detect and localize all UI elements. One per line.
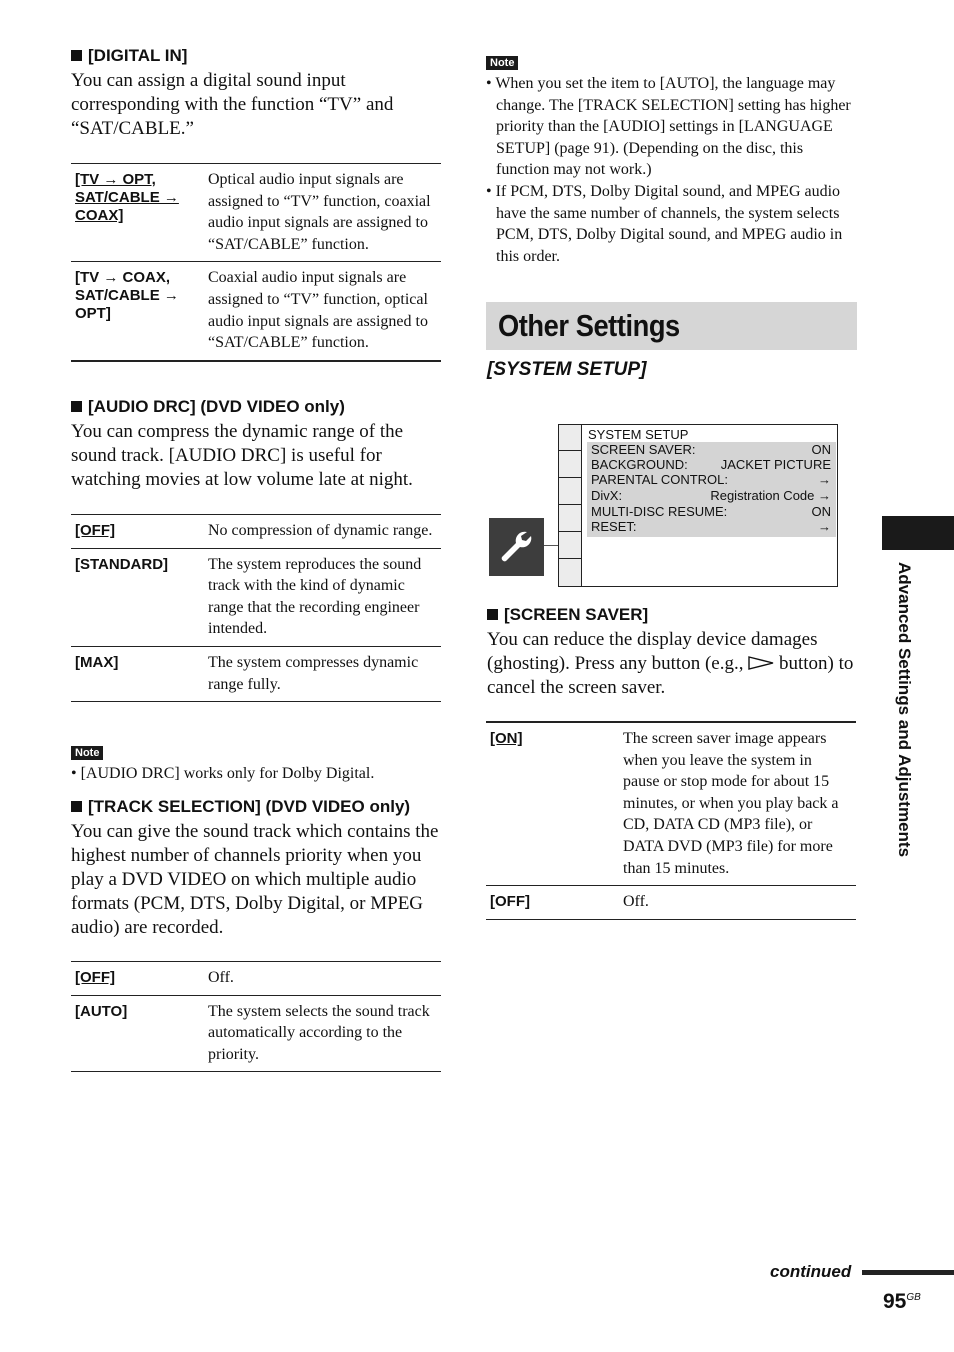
digital-in-body: You can assign a digital sound input corresponding with the function “TV” and “SAT/CABLE.” (71, 70, 394, 139)
table-row (486, 886, 856, 920)
audio-drc-body: You can compress the dynamic range of the sound track. [AUDIO DRC] is useful for watching movies at low volume late at night. (71, 421, 413, 490)
section-subtitle: [SYSTEM SETUP] (487, 359, 647, 380)
table-row (71, 995, 441, 1072)
note-text: • [AUDIO DRC] works only for Dolby Digital. (71, 765, 375, 782)
option-key: [TV → OPT, SAT/CABLE → COAX] (75, 171, 179, 224)
option-key: [OFF] (75, 522, 115, 539)
screen-saver-table (486, 721, 856, 920)
note-badge: Note (486, 56, 518, 70)
menu-item[interactable]: PARENTAL CONTROL: → (591, 472, 831, 487)
option-desc: Off. (623, 893, 649, 911)
menu-icon-cell (559, 478, 581, 505)
digital-in-table (71, 163, 441, 362)
option-desc: Off. (208, 969, 234, 986)
side-tab-label: Advanced Settings and Adjustments (895, 562, 914, 858)
table-row (71, 548, 441, 646)
option-key: [AUTO] (75, 1002, 128, 1020)
option-desc: Optical audio input signals are assigned to “TV” function, coaxial audio input signals are assigned to “SAT/CABLE” function. (208, 171, 431, 253)
table-row (486, 722, 856, 886)
menu-item[interactable]: SCREEN SAVER: ON (591, 442, 831, 457)
page-number: $95^{GB}$ (883, 1290, 921, 1313)
option-key: [MAX] (75, 653, 119, 671)
table-row (71, 164, 441, 262)
option-desc: The system compresses dynamic range fully. (208, 653, 419, 693)
menu-item[interactable]: RESET: → (591, 519, 831, 534)
table-row (71, 646, 441, 701)
page-title: Other Settings (498, 308, 680, 343)
menu-icon-cell (559, 425, 581, 451)
system-setup-menu (558, 424, 838, 587)
option-key: [OFF] (490, 893, 530, 911)
menu-icon-column (559, 425, 582, 586)
menu-item[interactable]: BACKGROUND: JACKET PICTURE (591, 457, 831, 472)
continued-label: continued (770, 1262, 852, 1281)
option-desc: Coaxial audio input signals are assigned to “TV” function, optical audio input signals are assigned to “SAT/CABLE” function. (208, 269, 428, 352)
menu-icon-cell (559, 532, 581, 559)
note-badge: Note (71, 746, 103, 760)
menu-icon-cell (559, 505, 581, 532)
note-item: • If PCM, DTS, Dolby Digital sound, and MPEG audio have the same number of channels, the system selects PCM, DTS, Dolby Digital sound, and MPEG audio in this order. (486, 182, 843, 265)
option-key: [ON] (490, 730, 523, 747)
option-desc: The system reproduces the sound track with the kind of dynamic range that the recording engineer intended. (208, 555, 422, 638)
option-desc: No compression of dynamic range. (208, 522, 433, 539)
continued-rule (862, 1270, 954, 1275)
menu-item[interactable]: MULTI-DISC RESUME: ON (591, 504, 831, 519)
option-key: [STANDARD] (75, 555, 169, 573)
audio-drc-table (71, 514, 441, 702)
track-selection-heading: [TRACK SELECTION] (DVD VIDEO only) (71, 797, 410, 817)
audio-drc-heading: [AUDIO DRC] (DVD VIDEO only) (71, 397, 345, 417)
option-key: [TV → COAX, SAT/CABLE → OPT] (75, 269, 179, 323)
track-selection-body: You can give the sound track which contains the highest number of channels priority when you play a DVD VIDEO on which multiple audio formats (PCM, DTS, Dolby Digital, or MPEG audio) are recorded. (71, 821, 439, 938)
option-desc: The system selects the sound track automatically according to the priority. (208, 1002, 430, 1063)
menu-title: SYSTEM SETUP (588, 427, 689, 442)
table-row (71, 515, 441, 549)
track-selection-table (71, 961, 441, 1072)
option-key: [OFF] (75, 969, 115, 986)
menu-icon-cell (559, 451, 581, 478)
table-row (71, 962, 441, 996)
screen-saver-body: You can reduce the display device damages (ghosting). Press any button (e.g., button) to cancel the screen saver. (487, 629, 854, 698)
note-list (486, 73, 858, 267)
side-tab-marker (882, 516, 954, 550)
table-row (71, 262, 441, 361)
screen-saver-heading: [SCREEN SAVER] (487, 605, 648, 625)
menu-icon-cell (559, 559, 581, 586)
play-icon (748, 656, 774, 670)
menu-item[interactable]: DivX: Registration Code → (591, 488, 831, 503)
option-desc: The screen saver image appears when you leave the system in pause or stop mode for about 15 minutes, or when you play back a CD, DATA CD (MP3 file), or DATA DVD (MP3 file) for more than 15 minutes. (623, 730, 839, 877)
note-item: • When you set the item to [AUTO], the language may change. The [TRACK SELECTION] setting has higher priority than the [AUDIO] settings in [LANGUAGE SETUP] (page 91). (Depending on the disc, this function may not work.) (486, 75, 851, 179)
wrench-icon (489, 518, 544, 576)
digital-in-heading: [DIGITAL IN] (71, 46, 187, 66)
